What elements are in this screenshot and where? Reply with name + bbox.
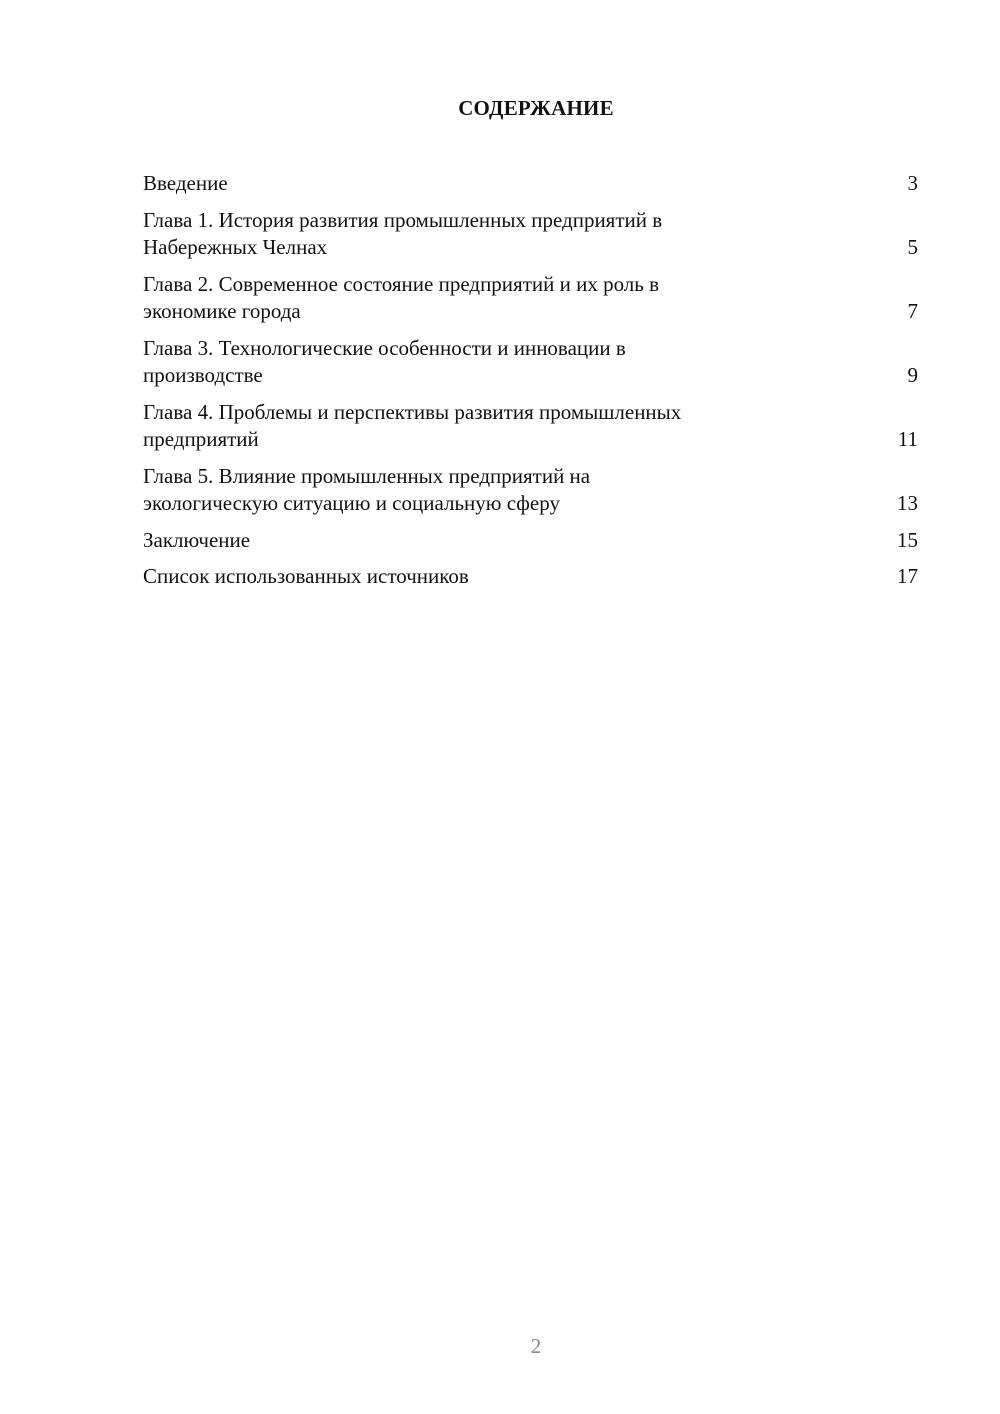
toc-entry-page-number: 5 — [907, 235, 918, 259]
toc-entry-chapter-4 — [143, 399, 918, 453]
toc-entry-label: Глава 2. Современное состояние предприятий и их роль в экономике города — [143, 272, 660, 323]
toc-entry-page-number: 7 — [907, 299, 918, 323]
toc-entry-page-number: 9 — [907, 363, 918, 387]
toc-entry-chapter-5 — [143, 463, 918, 517]
toc-entry-label: Заключение — [143, 528, 251, 552]
toc-entry-label: Глава 4. Проблемы и перспективы развития промышленных предприятий — [143, 400, 682, 451]
toc-title: СОДЕРЖАНИЕ — [458, 96, 614, 120]
toc-entry-chapter-2 — [143, 271, 918, 325]
toc-entry-conclusion — [143, 527, 918, 554]
toc-entry-chapter-1 — [143, 207, 918, 261]
toc-entry-references — [143, 563, 918, 590]
toc-entry-label: Глава 5. Влияние промышленных предприятий на экологическую ситуацию и социальную сферу — [143, 464, 591, 515]
toc-entry-chapter-3 — [143, 335, 918, 389]
toc-entry-page-number: 3 — [907, 171, 918, 195]
footer-page-number: 2 — [530, 1334, 542, 1358]
toc-entry-label: Список использованных источников — [143, 564, 469, 588]
toc-entry-introduction — [143, 170, 918, 197]
toc-entry-label: Введение — [143, 171, 228, 195]
toc-entry-page-number: 11 — [897, 427, 918, 451]
table-of-contents — [143, 170, 918, 600]
toc-entry-label: Глава 3. Технологические особенности и инновации в производстве — [143, 336, 626, 387]
toc-entry-page-number: 13 — [897, 491, 918, 515]
toc-entry-page-number: 17 — [897, 564, 918, 588]
toc-entry-label: Глава 1. История развития промышленных предприятий в Набережных Челнах — [143, 208, 663, 259]
toc-entry-page-number: 15 — [897, 528, 918, 552]
